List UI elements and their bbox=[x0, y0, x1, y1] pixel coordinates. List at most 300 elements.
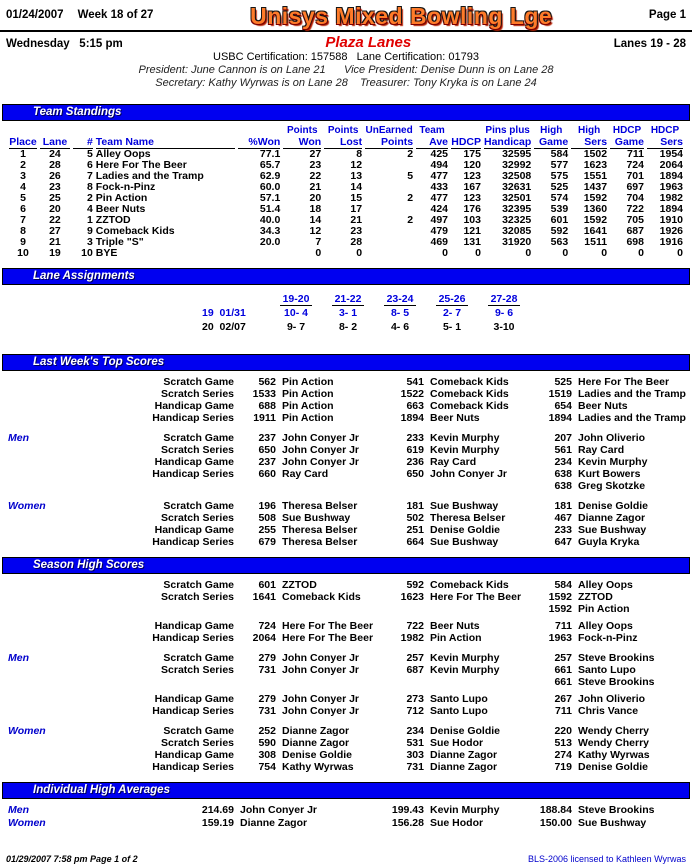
score-value: 731 bbox=[258, 664, 276, 676]
score-category: Handicap Game bbox=[154, 456, 234, 468]
standings-cell: 12 bbox=[350, 159, 363, 171]
standings-team-name: Pin Action bbox=[95, 192, 148, 204]
standings-cell: 698 bbox=[626, 236, 644, 248]
standings-cell: 20 bbox=[49, 203, 61, 215]
score-category: Scratch Game bbox=[163, 725, 234, 737]
score-row bbox=[8, 456, 684, 468]
score-value: 711 bbox=[555, 620, 572, 632]
standings-header-row bbox=[9, 125, 683, 149]
standings-header-top: Points bbox=[286, 125, 318, 136]
score-player: Steve Brookins bbox=[578, 676, 655, 688]
score-category: Handicap Series bbox=[152, 761, 234, 773]
standings-cell: 1894 bbox=[659, 170, 683, 182]
score-player: John Conyer Jr bbox=[282, 444, 360, 456]
score-player: ZZTOD bbox=[282, 579, 317, 591]
score-value: 273 bbox=[406, 693, 424, 705]
standings-cell: 2 bbox=[20, 159, 26, 171]
score-player: Beer Nuts bbox=[430, 412, 480, 424]
standings-header-label: Game bbox=[610, 136, 644, 149]
score-player: Sue Hodor bbox=[430, 737, 484, 749]
lane-week-date: 20 02/07 bbox=[202, 321, 246, 333]
score-category: Handicap Series bbox=[152, 536, 234, 548]
standings-cell: 701 bbox=[626, 170, 644, 182]
standings-header-top: UnEarned bbox=[365, 125, 413, 136]
score-value: 719 bbox=[554, 761, 572, 773]
day-label: Wednesday bbox=[6, 38, 70, 50]
score-value: 279 bbox=[258, 652, 276, 664]
standings-row bbox=[9, 248, 683, 259]
certification-line: USBC Certification: 157588 Lane Certification: 01793 bbox=[213, 51, 479, 63]
score-value: 196 bbox=[258, 500, 276, 512]
score-player: Denise Goldie bbox=[430, 725, 501, 737]
lane-assignments-block bbox=[190, 292, 692, 334]
standings-cell: 525 bbox=[550, 181, 569, 193]
standings-team-name: Alley Oops bbox=[95, 148, 151, 160]
standings-cell: 477 bbox=[430, 170, 449, 182]
score-row bbox=[8, 444, 684, 456]
standings-cell bbox=[365, 160, 413, 171]
score-value: 237 bbox=[258, 456, 276, 468]
standings-cell: 34.3 bbox=[259, 225, 281, 237]
score-group bbox=[8, 376, 684, 424]
score-value: 1641 bbox=[252, 591, 276, 603]
score-gender: Men bbox=[8, 432, 29, 444]
lane-assignment-row bbox=[190, 320, 692, 334]
standings-header-top bbox=[9, 125, 37, 136]
score-group bbox=[8, 432, 684, 492]
report-date: 01/24/2007 bbox=[6, 9, 64, 21]
score-value: 257 bbox=[406, 652, 424, 664]
standings-cell: 22 bbox=[49, 214, 61, 226]
score-player: Kevin Murphy bbox=[430, 432, 500, 444]
score-gender: Women bbox=[8, 500, 46, 512]
standings-cell: 711 bbox=[627, 148, 644, 160]
score-value: 650 bbox=[406, 468, 424, 480]
score-value: 722 bbox=[406, 620, 424, 632]
standings-cell: 20 bbox=[309, 192, 322, 204]
score-value: 267 bbox=[554, 693, 572, 705]
score-value: 584 bbox=[554, 579, 572, 591]
score-value: 562 bbox=[258, 376, 276, 388]
score-gender bbox=[8, 400, 38, 412]
score-player: Wendy Cherry bbox=[578, 737, 649, 749]
score-player: Fock-n-Pinz bbox=[578, 632, 638, 644]
standings-cell: 0 bbox=[601, 247, 608, 259]
standings-cell: 32595 bbox=[502, 148, 532, 160]
score-value: 731 bbox=[406, 761, 424, 773]
score-player: Sue Bushway bbox=[578, 524, 647, 536]
lane-pair-header bbox=[478, 292, 530, 306]
score-value: 234 bbox=[406, 725, 424, 737]
score-value bbox=[240, 676, 276, 688]
standings-cell: 65.7 bbox=[259, 159, 281, 171]
score-gender bbox=[8, 536, 38, 548]
score-value: 279 bbox=[258, 693, 276, 705]
lane-matchup: 9- 6 bbox=[494, 307, 514, 319]
date-week bbox=[6, 5, 153, 21]
standings-cell: 0 bbox=[356, 247, 363, 259]
standings-header-cell bbox=[571, 125, 607, 149]
score-player: Kevin Murphy bbox=[430, 664, 500, 676]
score-value: 251 bbox=[406, 524, 424, 536]
score-value: 1592 bbox=[548, 603, 572, 615]
score-value: 1533 bbox=[252, 388, 276, 400]
score-value: 663 bbox=[406, 400, 424, 412]
standings-cell: 592 bbox=[550, 225, 569, 237]
standings-cell: 32992 bbox=[502, 159, 532, 171]
officers-line-1: President: June Cannon is on Lane 21 Vice President: Denise Dunn is on Lane 28 bbox=[138, 64, 554, 76]
avg-value: 156.28 bbox=[391, 817, 424, 829]
standings-cell: 32085 bbox=[502, 225, 532, 237]
lane-matchup: 8- 2 bbox=[338, 321, 358, 333]
standings-cell: 26 bbox=[49, 170, 61, 182]
score-group bbox=[8, 500, 684, 548]
score-value: 525 bbox=[554, 376, 572, 388]
score-player: Pin Action bbox=[282, 400, 334, 412]
score-gender bbox=[8, 468, 38, 480]
score-value: 1963 bbox=[548, 632, 572, 644]
standings-cell: 121 bbox=[463, 225, 481, 237]
standings-header-label: Lane bbox=[40, 136, 70, 149]
standings-cell: 3 bbox=[86, 236, 93, 248]
score-player bbox=[282, 480, 382, 492]
standings-cell: 1623 bbox=[583, 159, 608, 171]
time-label: 5:15 pm bbox=[79, 38, 123, 50]
lane-pair-header-row bbox=[190, 292, 692, 306]
header-row-2 bbox=[0, 33, 692, 51]
score-category: Handicap Series bbox=[152, 468, 234, 480]
standings-team-name: Triple "S" bbox=[95, 236, 144, 248]
standings-cell: 32325 bbox=[502, 214, 532, 226]
score-player bbox=[430, 603, 530, 615]
score-category bbox=[44, 676, 234, 688]
standings-cell: 21 bbox=[49, 236, 61, 248]
standings-cell: 2 bbox=[86, 192, 93, 204]
standings-cell bbox=[365, 204, 413, 215]
avg-player: Sue Bushway bbox=[578, 817, 647, 829]
lane-matchup: 9- 7 bbox=[286, 321, 306, 333]
score-gender bbox=[8, 632, 38, 644]
officers-line-2: Secretary: Kathy Wyrwas is on Lane 28 Treasurer: Tony Kryka is on Lane 24 bbox=[155, 77, 537, 89]
score-player: Wendy Cherry bbox=[578, 725, 649, 737]
score-row bbox=[8, 676, 684, 688]
score-player: Ray Card bbox=[430, 456, 477, 468]
score-value: 308 bbox=[258, 749, 276, 761]
score-value: 513 bbox=[554, 737, 572, 749]
standings-team-name: Fock-n-Pinz bbox=[95, 181, 156, 193]
standings-header-cell bbox=[283, 125, 321, 149]
score-player: Beer Nuts bbox=[578, 400, 628, 412]
score-value: 650 bbox=[258, 444, 276, 456]
score-row bbox=[8, 524, 684, 536]
score-player: Dianne Zagor bbox=[282, 725, 350, 737]
lane-matchup: 5- 1 bbox=[442, 321, 462, 333]
avg-player: Kevin Murphy bbox=[430, 804, 500, 816]
score-player: John Conyer Jr bbox=[282, 693, 360, 705]
week-label: Week 18 of 27 bbox=[77, 9, 154, 21]
standings-cell: 32631 bbox=[502, 181, 532, 193]
standings-header-label: %Won bbox=[238, 136, 280, 149]
score-category: Scratch Series bbox=[161, 444, 234, 456]
score-value: 654 bbox=[554, 400, 572, 412]
score-player: Kathy Wyrwas bbox=[578, 749, 650, 761]
standings-cell: 3 bbox=[20, 170, 26, 182]
standings-cell: 32501 bbox=[502, 192, 532, 204]
standings-header-top bbox=[73, 125, 93, 136]
standings-cell: 1954 bbox=[659, 148, 683, 160]
score-player: Comeback Kids bbox=[430, 400, 509, 412]
standings-cell: 9 bbox=[86, 225, 93, 237]
standings-cell: 23 bbox=[350, 225, 363, 237]
score-player: Dianne Zagor bbox=[430, 761, 498, 773]
score-row bbox=[8, 432, 684, 444]
standings-cell: 1511 bbox=[584, 236, 608, 248]
score-player bbox=[430, 676, 530, 688]
score-gender bbox=[8, 591, 38, 603]
standings-header-top: Pins plus bbox=[485, 125, 530, 136]
standings-cell: 4 bbox=[20, 181, 26, 193]
standings-team-name: ZZTOD bbox=[95, 214, 131, 226]
standings-cell: 0 bbox=[475, 247, 481, 259]
standings-cell: 12 bbox=[309, 225, 322, 237]
score-row bbox=[8, 749, 684, 761]
standings-header-label: Place bbox=[9, 136, 37, 148]
standings-header-cell bbox=[324, 125, 362, 149]
standings-header-label: # bbox=[73, 136, 93, 149]
standings-cell: 477 bbox=[430, 192, 449, 204]
standings-cell: 0 bbox=[677, 247, 683, 259]
standings-cell: 28 bbox=[350, 236, 363, 248]
standings-team-name: Here For The Beer bbox=[95, 159, 187, 171]
score-category bbox=[44, 603, 234, 615]
standings-header-label: HDCP bbox=[451, 136, 481, 148]
score-player: Denise Goldie bbox=[430, 524, 501, 536]
standings-header-cell bbox=[96, 125, 236, 149]
standings-cell: 704 bbox=[626, 192, 644, 204]
standings-cell: 1360 bbox=[583, 203, 608, 215]
standings-cell: 28 bbox=[49, 159, 61, 171]
standings-cell: 40.0 bbox=[259, 214, 281, 226]
score-gender bbox=[8, 579, 38, 591]
score-category: Scratch Game bbox=[163, 579, 234, 591]
standings-cell: 2 bbox=[407, 214, 414, 226]
score-value: 561 bbox=[554, 444, 572, 456]
avg-player: John Conyer Jr bbox=[240, 804, 318, 816]
score-player: Denise Goldie bbox=[578, 500, 649, 512]
score-player: Comeback Kids bbox=[282, 591, 361, 603]
score-value: 220 bbox=[554, 725, 572, 737]
lane-header-spacer bbox=[190, 292, 270, 306]
score-value: 181 bbox=[406, 500, 424, 512]
avg-row bbox=[8, 804, 684, 817]
score-value: 467 bbox=[554, 512, 572, 524]
standings-header-label: Points bbox=[365, 136, 413, 149]
avg-value: 199.43 bbox=[391, 804, 424, 816]
score-player bbox=[282, 676, 382, 688]
score-value: 252 bbox=[258, 725, 276, 737]
standings-cell: 1963 bbox=[659, 181, 683, 193]
avg-value: 214.69 bbox=[201, 804, 234, 816]
standings-cell: 0 bbox=[315, 247, 322, 259]
score-player: Santo Lupo bbox=[430, 693, 488, 705]
standings-cell: 123 bbox=[463, 192, 481, 204]
score-row bbox=[8, 632, 684, 644]
lane-week-date: 19 01/31 bbox=[202, 307, 246, 319]
standings-cell: 5 bbox=[86, 148, 93, 160]
score-category: Handicap Game bbox=[154, 524, 234, 536]
score-value: 257 bbox=[554, 652, 572, 664]
score-category: Scratch Series bbox=[161, 388, 234, 400]
standings-cell: 1926 bbox=[659, 225, 683, 237]
score-player: Santo Lupo bbox=[578, 664, 636, 676]
score-gender bbox=[8, 705, 38, 717]
standings-header-top bbox=[238, 125, 280, 136]
score-value: 590 bbox=[258, 737, 276, 749]
standings-header-cell bbox=[73, 125, 93, 149]
standings-cell: 21 bbox=[350, 214, 363, 226]
standings-cell: 494 bbox=[430, 159, 449, 171]
score-value: 724 bbox=[258, 620, 276, 632]
score-value: 236 bbox=[406, 456, 424, 468]
standings-cell: 1641 bbox=[583, 225, 608, 237]
header-row-1 bbox=[0, 0, 692, 30]
standings-header-label: Won bbox=[283, 136, 321, 149]
score-gender bbox=[8, 664, 38, 676]
lane-matchup: 4- 6 bbox=[390, 321, 410, 333]
score-row bbox=[8, 603, 684, 615]
score-category: Scratch Game bbox=[163, 500, 234, 512]
score-player: Guyla Kryka bbox=[578, 536, 640, 548]
standings-cell: 1502 bbox=[583, 148, 608, 160]
standings-cell: 0 bbox=[638, 247, 644, 259]
score-group bbox=[8, 725, 684, 773]
standings-cell: 27 bbox=[309, 148, 322, 160]
avg-value: 150.00 bbox=[539, 817, 572, 829]
standings-cell: 6 bbox=[86, 159, 93, 171]
standings-header-label: Handicap bbox=[484, 136, 532, 148]
score-value: 274 bbox=[554, 749, 572, 761]
score-gender bbox=[8, 761, 38, 773]
standings-cell: 131 bbox=[463, 236, 481, 248]
standings-cell: 705 bbox=[626, 214, 644, 226]
score-player: Here For The Beer bbox=[282, 620, 374, 632]
score-value: 233 bbox=[406, 432, 424, 444]
lane-pair-header bbox=[426, 292, 478, 306]
day-time bbox=[6, 38, 123, 50]
score-category: Scratch Series bbox=[161, 664, 234, 676]
standings-header-label: Sers bbox=[571, 136, 607, 149]
score-player: Dianne Zagor bbox=[282, 737, 350, 749]
score-value bbox=[388, 676, 424, 688]
standings-cell: 17 bbox=[350, 203, 363, 215]
standings-cell: 584 bbox=[550, 148, 569, 160]
score-player: ZZTOD bbox=[578, 591, 613, 603]
score-player bbox=[430, 480, 530, 492]
standings-cell: 7 bbox=[20, 214, 26, 226]
standings-cell: 433 bbox=[430, 181, 449, 193]
score-value: 1894 bbox=[548, 412, 572, 424]
score-value bbox=[388, 603, 424, 615]
score-value: 731 bbox=[258, 705, 276, 717]
standings-cell: 23 bbox=[49, 181, 61, 193]
standings-header-top bbox=[96, 125, 236, 136]
score-category: Handicap Game bbox=[154, 693, 234, 705]
score-value: 541 bbox=[406, 376, 424, 388]
standings-cell: 697 bbox=[626, 181, 644, 193]
score-row bbox=[8, 400, 684, 412]
standings-cell: 103 bbox=[463, 214, 481, 226]
score-category: Scratch Series bbox=[161, 512, 234, 524]
lane-pair-header bbox=[374, 292, 426, 306]
score-value: 502 bbox=[406, 512, 424, 524]
score-row bbox=[8, 591, 684, 603]
score-player: Chris Vance bbox=[578, 705, 639, 717]
score-player bbox=[282, 603, 382, 615]
standings-cell: 51.4 bbox=[259, 203, 281, 215]
score-player: Ray Card bbox=[282, 468, 329, 480]
standings-cell: 77.1 bbox=[259, 148, 281, 160]
score-category bbox=[44, 480, 234, 492]
score-player: Kevin Murphy bbox=[430, 444, 500, 456]
score-value: 711 bbox=[555, 705, 572, 717]
score-row bbox=[8, 761, 684, 773]
standings-header-cell bbox=[9, 125, 37, 149]
score-gender bbox=[8, 480, 38, 492]
score-value: 688 bbox=[258, 400, 276, 412]
score-row bbox=[8, 412, 684, 424]
score-player: Kevin Murphy bbox=[430, 652, 500, 664]
section-header-individual-high-averages: Individual High Averages bbox=[2, 782, 690, 799]
score-category: Scratch Game bbox=[163, 432, 234, 444]
standings-cell: 167 bbox=[463, 181, 481, 193]
standings-cell: 22 bbox=[309, 170, 322, 182]
score-player: John Conyer Jr bbox=[282, 432, 360, 444]
lane-pair-header-label: 23-24 bbox=[384, 293, 417, 306]
score-gender: Women bbox=[8, 725, 46, 737]
standings-header-label: Lost bbox=[324, 136, 362, 149]
score-value: 531 bbox=[406, 737, 424, 749]
lane-pair-header-label: 25-26 bbox=[436, 293, 469, 306]
score-value: 660 bbox=[258, 468, 276, 480]
score-row bbox=[8, 652, 684, 664]
score-value: 638 bbox=[554, 468, 572, 480]
score-player: Beer Nuts bbox=[430, 620, 480, 632]
standings-cell: 24 bbox=[49, 148, 61, 160]
score-value: 234 bbox=[554, 456, 572, 468]
score-row bbox=[8, 693, 684, 705]
standings-cell: 10 bbox=[81, 247, 93, 259]
standings-cell: 1437 bbox=[583, 181, 608, 193]
standings-cell: 176 bbox=[463, 203, 481, 215]
score-row bbox=[8, 579, 684, 591]
standings-team-name: Beer Nuts bbox=[95, 203, 146, 215]
score-player: Ray Card bbox=[578, 444, 625, 456]
score-value: 1519 bbox=[548, 388, 572, 400]
avg-player: Dianne Zagor bbox=[240, 817, 308, 829]
score-value: 679 bbox=[258, 536, 276, 548]
standings-header-top: Team bbox=[419, 125, 445, 136]
score-player: Theresa Belser bbox=[282, 500, 358, 512]
standings-cell: 0 bbox=[525, 247, 532, 259]
score-player: Greg Skotzke bbox=[578, 480, 646, 492]
score-player: John Conyer Jr bbox=[282, 456, 360, 468]
score-category: Handicap Game bbox=[154, 620, 234, 632]
score-value: 181 bbox=[554, 500, 572, 512]
score-group bbox=[8, 652, 684, 717]
lane-matchup: 8- 5 bbox=[390, 307, 410, 319]
standings-cell: 539 bbox=[550, 203, 569, 215]
standings-cell: 577 bbox=[550, 159, 569, 171]
